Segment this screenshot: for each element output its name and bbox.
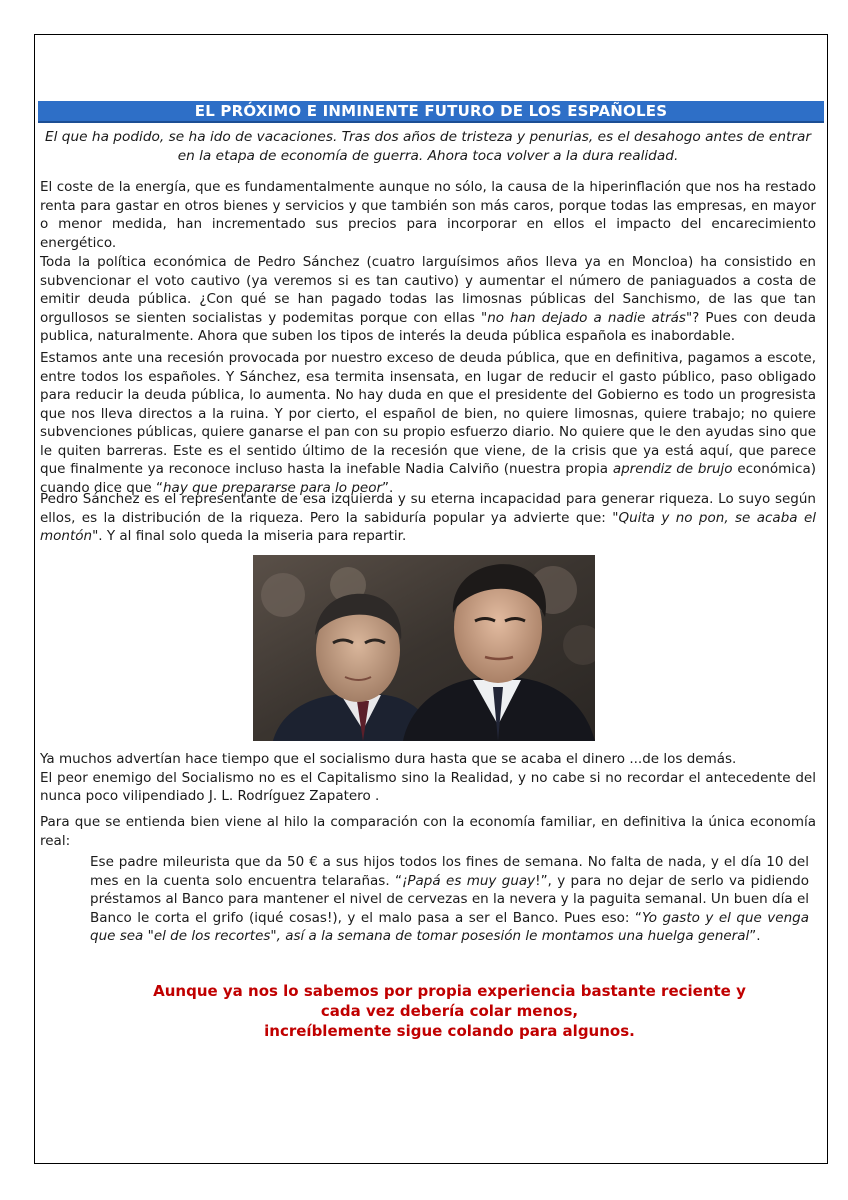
article-title: EL PRÓXIMO E INMINENTE FUTURO DE LOS ESPAÑOLES [194, 102, 668, 120]
emphasis-text: Yo gasto y el que venga que sea "el de los recortes", así a la semana de tomar posesión le montamos una huelga general [90, 909, 810, 944]
text-run: !”, y para no dejar de serlo va pidiendo préstamos al Banco para mantener el nivel de cervezas en la nevera y la paguita semanal. Un buen día el Banco le corta el grifo (iqué cosas!), y el malo pasa a ser el Banco. Pues eso: “ [90, 872, 809, 926]
photo-illustration [253, 555, 595, 741]
closing-line: increíblemente sigue colando para algunos. [264, 1022, 635, 1040]
politicians-photo [253, 555, 595, 741]
closing-line: cada vez debería colar menos, [320, 1002, 579, 1020]
paragraph-comparison: Para que se entienda bien viene al hilo la comparación con la economía familiar, en definitiva la única economía real: [40, 814, 816, 849]
text-run: Toda la política económica de Pedro Sánchez (cuatro larguísimos años lleva ya en Moncloa) ha consistido en subvencionar el voto cautivo (ya veremos si es tan cautivo) y aumentar el número de paniaguados a costa de emitir deuda pública. ¿Con qué se han pagado todas las limosnas públicas del Sanchismo, de las que tan orgullosos se sienten socialistas y podemitas porque con ellas " [40, 254, 816, 326]
text-run: Estamos ante una recesión provocada por nuestro exceso de deuda pública, que en definitiva, pagamos a escote, entre todos los españoles. Y Sánchez, esa termita insensata, en lugar de reducir el gasto público, paso obligado para reducir la deuda pública, lo aumenta. No hay duda en que el presidente del Gobierno es todo un progresista que nos lleva directos a la ruina. Y por cierto, el español de bien, no quiere limosnas, quiere trabajo; no quiere subvenciones públicas, quiere ganarse el pan con su propio esfuerzo diario. No quiere que le den ayudas sino que le quiten barreras. Este es el sentido último de la recesión que viene, de la crisis que ya está aquí, que parece que finalmente ya reconoce incluso hasta la inefable Nadia Calviño (nuestra propia [40, 350, 816, 477]
emphasis-text: ¡Papá es muy guay [401, 872, 536, 889]
paragraph-wealth [40, 490, 816, 546]
paragraph-energy: El coste de la energía, que es fundamentalmente aunque no sólo, la causa de la hiperinflación que nos ha restado renta para gastar en otros bienes y servicios y que también son más caros, porque todas las empresas, en mayor o menor medida, han incrementado sus precios para incorporar en ellos el impacto del encarecimiento energético. [40, 179, 816, 251]
closing-statement [90, 981, 809, 1041]
emphasis-text: hay que prepararse para lo peor [162, 479, 383, 496]
paragraph-recession [40, 349, 816, 497]
text-line: Ya muchos advertían hace tiempo que el socialismo dura hasta que se acaba el dinero ...de los demás. [40, 751, 737, 767]
paragraph-economic-policy [40, 253, 816, 346]
text-run: Pedro Sánchez es el representante de esa izquierda y su eterna incapacidad para generar riqueza. Lo suyo según ellos, es la distribución de la riqueza. Pero la sabiduría popular ya advierte que: " [40, 491, 816, 526]
text-run: ”. [382, 479, 394, 496]
closing-line: Aunque ya nos lo sabemos por propia experiencia bastante reciente y [153, 982, 746, 1000]
lead-paragraph: El que ha podido, se ha ido de vacaciones. Tras dos años de tristeza y penurias, es el desahogo antes de entrar en la etapa de economía de guerra. Ahora toca volver a la dura realidad. [44, 129, 812, 164]
indented-example [90, 853, 809, 946]
emphasis-text: Quita y no pon, se acaba el montón [40, 509, 816, 544]
paragraph-socialism [40, 750, 816, 806]
text-run: ". Y al final solo queda la miseria para repartir. [92, 528, 407, 544]
text-run: Ese padre mileurista que da 50 € a sus hijos todos los fines de semana. No falta de nada, y el día 10 del mes en la cuenta solo encuentra telarañas. “ [90, 854, 809, 889]
text-run: ”. [749, 928, 761, 944]
text-run: "? Pues con deuda publica, naturalmente. Ahora que suben los tipos de interés la deuda pública española es inabordable. [40, 309, 816, 344]
text-run: económica) cuando dice que “ [40, 461, 816, 496]
title-bar [38, 101, 824, 123]
emphasis-text: no han dejado a nadie atrás [487, 309, 686, 326]
text-line: El peor enemigo del Socialismo no es el Capitalismo sino la Realidad, y no cabe si no recordar el antecedente del nunca poco vilipendiado J. L. Rodríguez Zapatero . [40, 769, 816, 804]
emphasis-text: aprendiz de brujo [612, 461, 733, 477]
